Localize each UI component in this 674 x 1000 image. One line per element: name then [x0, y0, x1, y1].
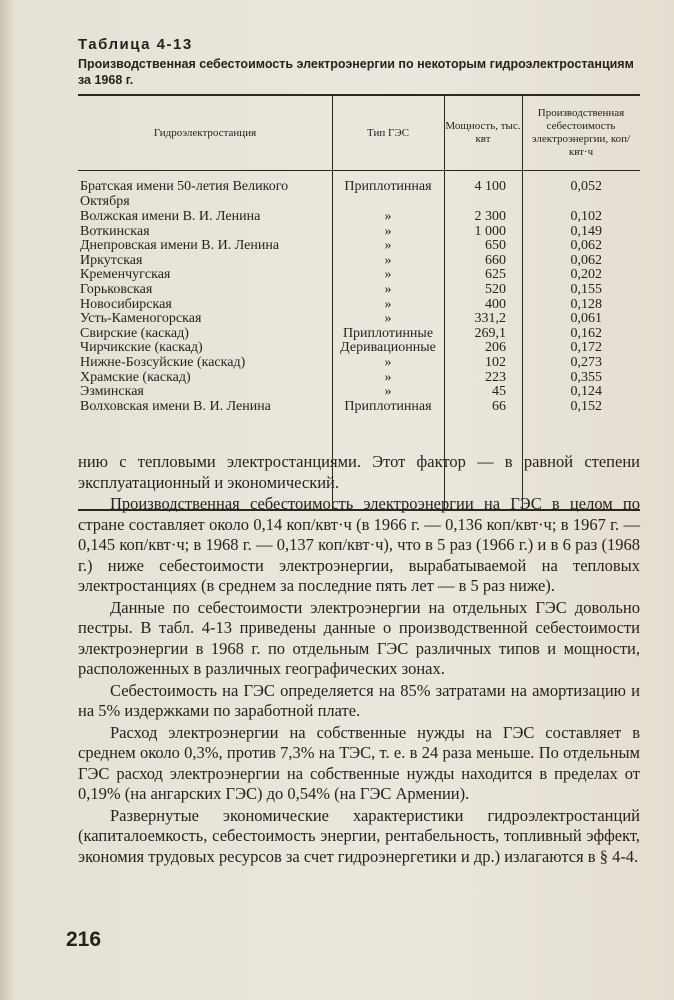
- station-name: Нижне-Бозсуйские (каскад): [80, 355, 246, 370]
- table-row: [78, 340, 640, 355]
- station-power: 2 300: [474, 209, 506, 224]
- station-name: Волжская имени В. И. Ленина: [80, 209, 261, 224]
- station-power: 331,2: [474, 311, 506, 327]
- paragraph: Данные по себестоимости электроэнергии на отдельных ГЭС довольно пестры. В табл. 4-13 приведены данные о производственной себестоимости электроэнергии в 1968 г. по отдельным ГЭС различных типов и мощности, расположенных в различных географических зонах.: [78, 597, 640, 678]
- station-power: 1 000: [474, 223, 506, 239]
- station-power: 223: [485, 369, 506, 385]
- station-type: »: [384, 311, 392, 327]
- station-cost: 0,062: [570, 238, 602, 254]
- station-name: Храмские (каскад): [80, 369, 191, 385]
- table-row: [78, 399, 640, 414]
- station-power: 269,1: [474, 325, 506, 341]
- station-power: 660: [485, 252, 506, 268]
- station-cost: 0,124: [570, 384, 602, 400]
- station-name: Усть-Каменогорская: [80, 311, 202, 327]
- station-cost: 0,102: [570, 209, 602, 224]
- station-name: Горьковская: [80, 282, 153, 297]
- paragraph: Себестоимость на ГЭС определяется на 85% затратами на амортизацию и на 5% издержками по заработной плате.: [78, 680, 640, 720]
- station-power: 102: [485, 355, 506, 370]
- station-cost: 0,052: [570, 179, 602, 194]
- table-row: [78, 370, 640, 385]
- table-row: [78, 253, 640, 268]
- page-number: 216: [66, 928, 102, 951]
- station-type: Деривационные: [340, 340, 436, 356]
- station-type: »: [384, 209, 392, 224]
- header-cost: Производственная себестоимость электроэнергии, коп/квт·ч: [531, 107, 631, 158]
- station-power: 45: [492, 384, 506, 400]
- station-name: Новосибирская: [80, 296, 172, 312]
- station-power: 625: [485, 267, 506, 283]
- station-name: Эзминская: [80, 384, 144, 400]
- table-row: [78, 224, 640, 239]
- table-row: [78, 209, 640, 224]
- header-divider: [522, 96, 523, 170]
- station-type: »: [384, 296, 392, 312]
- station-cost: 0,172: [570, 340, 602, 356]
- header-divider: [332, 96, 333, 170]
- station-type: »: [384, 238, 392, 254]
- station-name: Чирчикские (каскад): [80, 340, 203, 356]
- station-power: 520: [485, 282, 506, 297]
- station-cost: 0,355: [570, 369, 602, 385]
- paragraph: нию с тепловыми электростанциями. Этот фактор — в равной степени эксплуатационный и экономический.: [78, 452, 640, 492]
- station-power: 66: [492, 398, 506, 414]
- table-row: [78, 311, 640, 326]
- station-name: Братская имени 50-летия Великого Октября: [80, 179, 289, 209]
- station-type: »: [384, 355, 392, 370]
- table-row: [78, 297, 640, 312]
- station-type: Приплотинная: [344, 179, 432, 194]
- station-type: Приплотинная: [344, 398, 432, 414]
- station-power: 650: [485, 238, 506, 254]
- station-name: Волховская имени В. И. Ленина: [80, 398, 271, 414]
- header-power: Мощность, тыс. квт: [445, 120, 521, 145]
- station-cost: 0,062: [570, 252, 602, 268]
- station-cost: 0,162: [570, 325, 602, 341]
- table-row: [78, 267, 640, 282]
- header-divider: [444, 96, 445, 170]
- station-name: Иркутская: [80, 252, 143, 268]
- station-type: »: [384, 369, 392, 385]
- station-type: »: [384, 252, 392, 268]
- station-cost: 0,155: [570, 282, 602, 297]
- table-row: [78, 282, 640, 297]
- table-row: [78, 238, 640, 253]
- station-cost: 0,061: [570, 311, 602, 327]
- station-type: »: [384, 384, 392, 400]
- cost-table: [78, 94, 640, 511]
- station-cost: 0,202: [570, 267, 602, 283]
- station-name: Свирские (каскад): [80, 325, 189, 341]
- table-row: [78, 326, 640, 341]
- station-type: »: [384, 267, 392, 283]
- header-type: Тип ГЭС: [367, 126, 409, 139]
- station-cost: 0,273: [570, 355, 602, 370]
- station-name: Кременчугская: [80, 267, 171, 283]
- table-row: [78, 179, 640, 209]
- table-row: [78, 384, 640, 399]
- header-station: Гидроэлектростанция: [153, 126, 257, 139]
- station-type: »: [384, 223, 392, 239]
- station-cost: 0,152: [570, 398, 602, 414]
- paragraph: Производственная себестоимость электроэнергии на ГЭС в целом по стране составляет около 0,14 коп/квт·ч (в 1966 г. — 0,136 коп/квт·ч; в 1967 г. — 0,145 коп/квт·ч; в 1968 г. — 0,137 коп/квт·ч), что в 5 раз (1966 г.) и в 6 раз (1968 г.) ниже себестоимости электроэнергии, вырабатываемой на тепловых электростанциях (в среднем за последние пять лет — в 5 раз ниже).: [78, 494, 640, 595]
- table-header: [78, 96, 640, 171]
- body-text: [78, 452, 640, 867]
- station-name: Днепровская имени В. И. Ленина: [80, 238, 280, 254]
- paragraph: Развернутые экономические характеристики гидроэлектростанций (капиталоемкость, себестоимость энергии, рентабельность, топливный эффект, экономия трудовых ресурсов за счет гидроэнергетики и др.) излагаются в § 4-4.: [78, 805, 640, 866]
- station-power: 4 100: [474, 179, 506, 194]
- table-row: [78, 355, 640, 370]
- paragraph: Расход электроэнергии на собственные нужды на ГЭС составляет в среднем около 0,3%, против 7,3% на ТЭС, т. е. в 24 раза меньше. По отдельным ГЭС расход электроэнергии на собственные нужды находится в пределах от 0,19% (на ангарских ГЭС) до 0,54% (на ГЭС Армении).: [78, 722, 640, 803]
- station-type: Приплотинные: [342, 325, 434, 341]
- station-power: 400: [485, 296, 506, 312]
- station-cost: 0,128: [570, 296, 602, 312]
- station-name: Воткинская: [80, 223, 150, 239]
- station-cost: 0,149: [570, 223, 602, 239]
- table-caption: Производственная себестоимость электроэнергии по некоторым гидроэлектростанциям за 1968 г.: [78, 57, 634, 87]
- station-power: 206: [485, 340, 506, 356]
- table-label: Таблица 4-13: [78, 36, 193, 53]
- station-type: »: [384, 282, 392, 297]
